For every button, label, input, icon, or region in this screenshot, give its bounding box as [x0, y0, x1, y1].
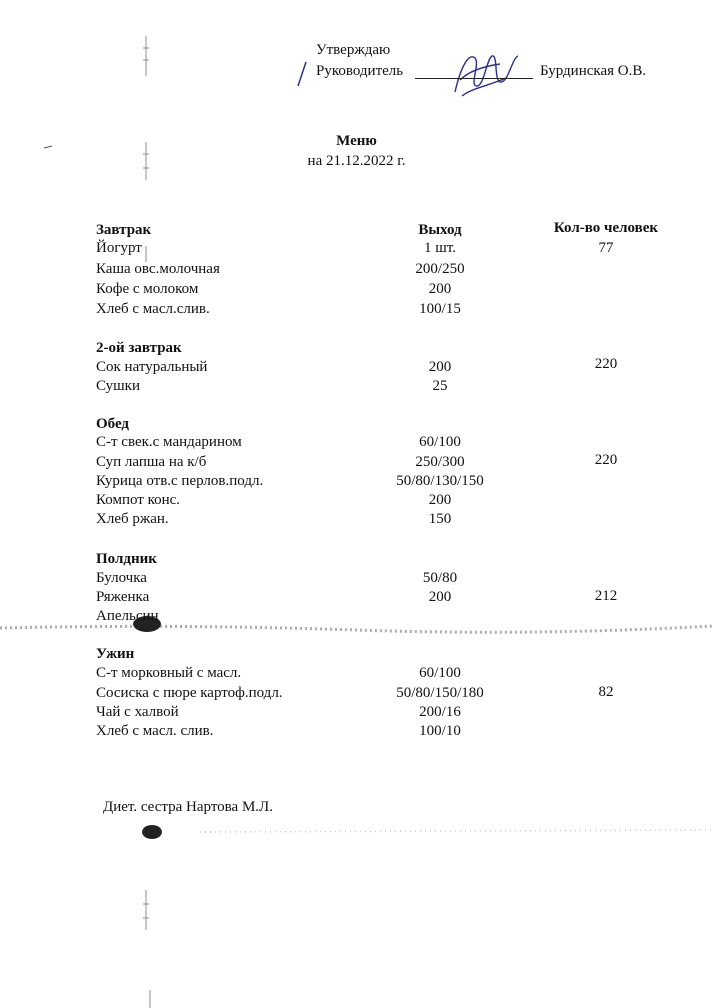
approval-role: Руководитель	[316, 63, 404, 79]
handwritten-signature	[455, 56, 518, 96]
menu-date: на 21.12.2022 г.	[307, 153, 406, 169]
approval-title: Утверждаю	[316, 42, 391, 58]
menu-item-output: 200	[428, 359, 452, 375]
menu-item-name: Курица отв.с перлов.подл.	[96, 473, 264, 489]
menu-title: Меню	[336, 133, 377, 149]
menu-item-output: 25	[432, 378, 448, 394]
menu-item-name: Апельсин	[96, 608, 159, 624]
menu-item-output: 200	[428, 492, 452, 508]
menu-item-name: Сок натуральный	[96, 359, 208, 375]
menu-item-name: Булочка	[96, 570, 147, 586]
signature-line	[415, 78, 533, 79]
menu-item-name: Хлеб с масл.слив.	[96, 301, 210, 317]
menu-item-output: 150	[428, 511, 452, 527]
meal-count-dinner: 82	[598, 684, 614, 700]
menu-item-name: Хлеб ржан.	[96, 511, 169, 527]
menu-item-output: 200	[428, 281, 452, 297]
menu-item-name: Сосиска с пюре картоф.подл.	[96, 685, 283, 701]
menu-item-name: Каша овс.молочная	[96, 261, 220, 277]
menu-item-output: 100/15	[419, 301, 461, 317]
menu-item-name: Чай с халвой	[96, 704, 179, 720]
menu-item-name: Йогурт	[96, 240, 142, 256]
menu-item-output: 50/80/130/150	[396, 473, 484, 489]
approval-name: Бурдинская О.В.	[540, 63, 647, 79]
menu-item-name: С-т морковный с масл.	[96, 665, 242, 681]
meal-title-afternoon-snack: Полдник	[96, 551, 157, 567]
menu-item-output: 200/250	[415, 261, 465, 277]
menu-item-output: 200	[428, 589, 452, 605]
meal-count-lunch: 220	[594, 452, 618, 468]
menu-item-name: Сушки	[96, 378, 140, 394]
menu-item-name: Суп лапша на к/б	[96, 454, 207, 470]
menu-item-output: 60/100	[419, 665, 461, 681]
meal-title-lunch: Обед	[96, 416, 130, 432]
menu-item-name: Ряженка	[96, 589, 150, 605]
menu-item-output: 60/100	[419, 434, 461, 450]
menu-item-output: 250/300	[415, 454, 465, 470]
menu-item-output: 1 шт.	[424, 240, 456, 256]
menu-item-output: 50/80/150/180	[396, 685, 484, 701]
meal-title-dinner: Ужин	[96, 646, 135, 662]
menu-item-name: С-т свек.с мандарином	[96, 434, 242, 450]
menu-item-name: Хлеб с масл. слив.	[96, 723, 214, 739]
meal-title-breakfast: Завтрак	[96, 222, 152, 238]
column-header-output: Выход	[418, 222, 462, 238]
menu-item-name: Кофе с молоком	[96, 281, 199, 297]
menu-item-output: 100/10	[419, 723, 461, 739]
meal-count-second-breakfast: 220	[594, 356, 618, 372]
meal-count-breakfast: 77	[598, 240, 614, 256]
menu-item-output: 200/16	[419, 704, 461, 720]
menu-item-output: 50/80	[422, 570, 458, 586]
meal-title-second-breakfast: 2-ой завтрак	[96, 340, 182, 356]
column-header-count: Кол-во человек	[553, 220, 659, 236]
meal-count-afternoon-snack: 212	[594, 588, 618, 604]
menu-item-name: Компот конс.	[96, 492, 181, 508]
dietitian-signature: Диет. сестра Нартова М.Л.	[103, 799, 273, 815]
